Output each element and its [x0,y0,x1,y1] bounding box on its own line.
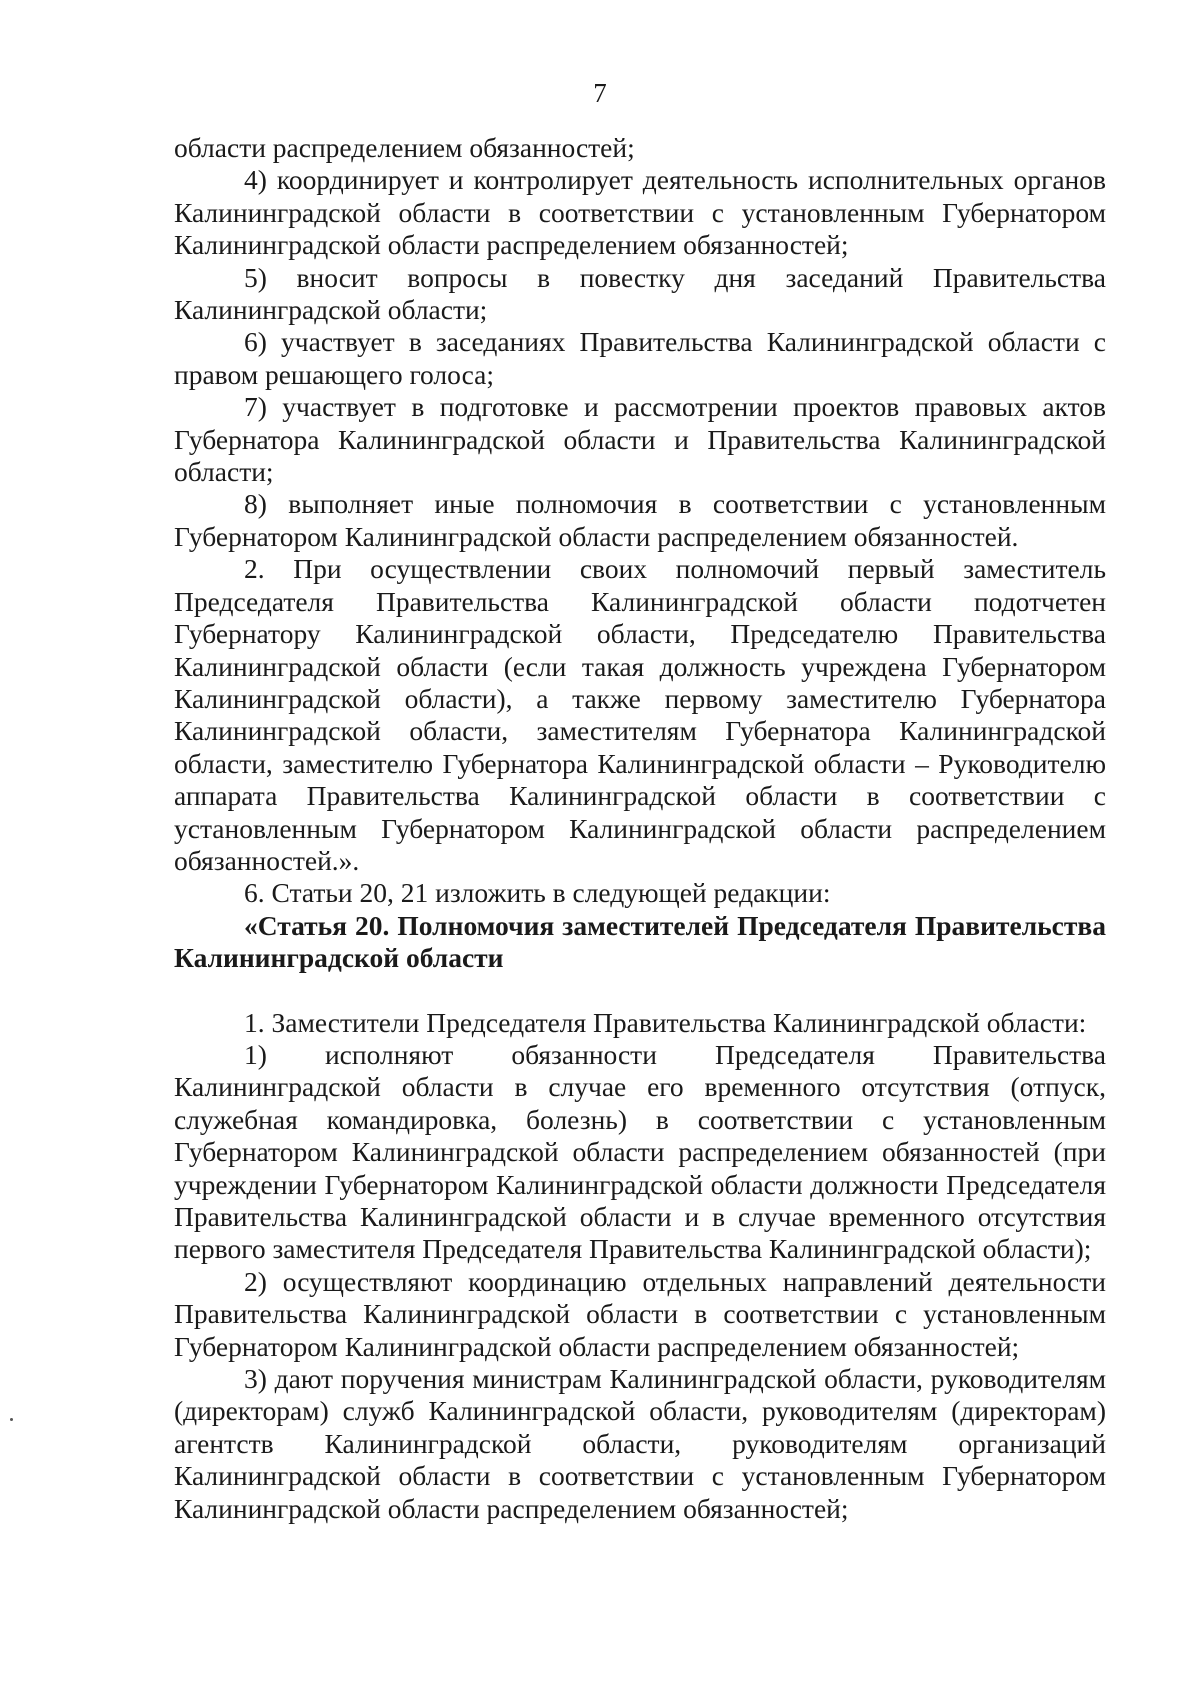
paragraph: 7) участвует в подготовке и рассмотрении проектов правовых актов Губернатора Калининградской области и Правительства Калининградской области; [174,391,1106,488]
scan-speck [10,1418,13,1421]
paragraph: 5) вносит вопросы в повестку дня заседаний Правительства Калининградской области; [174,261,1106,326]
paragraph: 2. При осуществлении своих полномочий первый заместитель Председателя Правительства Калининградской области подотчетен Губернатору Калининградской области, Председателю Правительства Калининградской области (если такая должность учреждена Губернатором Калининградской области), а также первому заместителю Губернатора Калининградской области, заместителям Губернатора Калининградской области, заместителю Губернатора Калининградской области – Руководителю аппарата Правительства Калининградской области в соответствии с установленным Губернатором Калининградской области распределением обязанностей.». [174,553,1106,876]
paragraph: 1. Заместители Председателя Правительства Калининградской области: [244,1006,1087,1038]
spacer [174,975,1106,1007]
paragraph: 8) выполняет иные полномочия в соответствии с установленным Губернатором Калининградской области распределением обязанностей. [174,488,1106,552]
paragraph: области распределением обязанностей; [174,132,635,163]
paragraph: 1) исполняют обязанности Председателя Правительства Калининградской области в случае его временного отсутствия (отпуск, служебная командировка, болезнь) в соответствии с установленным Губернатором Калининградской области распределением обязанностей (при учреждении Губернатором Калининградской области должности Председателя Правительства Калининградской области и в случае временного отсутствия первого заместителя Председателя Правительства Калининградской области); [174,1038,1106,1265]
article-heading: «Статья 20. Полномочия заместителей Председателя Правительства Калининградской области [174,909,1106,974]
paragraph: 2) осуществляют координацию отдельных направлений деятельности Правительства Калининградской области в соответствии с установленным Губернатором Калининградской области распределением обязанностей; [174,1265,1106,1362]
page-number: 7 [593,78,607,108]
paragraph: 4) координирует и контролирует деятельность исполнительных органов Калининградской области в соответствии с установленным Губернатором Калининградской области распределением обязанностей; [174,164,1106,261]
paragraph: 3) дают поручения министрам Калининградской области, руководителям (директорам) служб Калининградской области, руководителям (директорам) агентств Калининградской области, руководителям организаций Калининградской области в соответствии с установленным Губернатором Калининградской области распределением обязанностей; [174,1363,1106,1524]
paragraph: 6. Статьи 20, 21 изложить в следующей редакции: [244,877,831,909]
document-body [174,132,1106,1525]
paragraph: 6) участвует в заседаниях Правительства Калининградской области с правом решающего голоса; [174,326,1106,390]
